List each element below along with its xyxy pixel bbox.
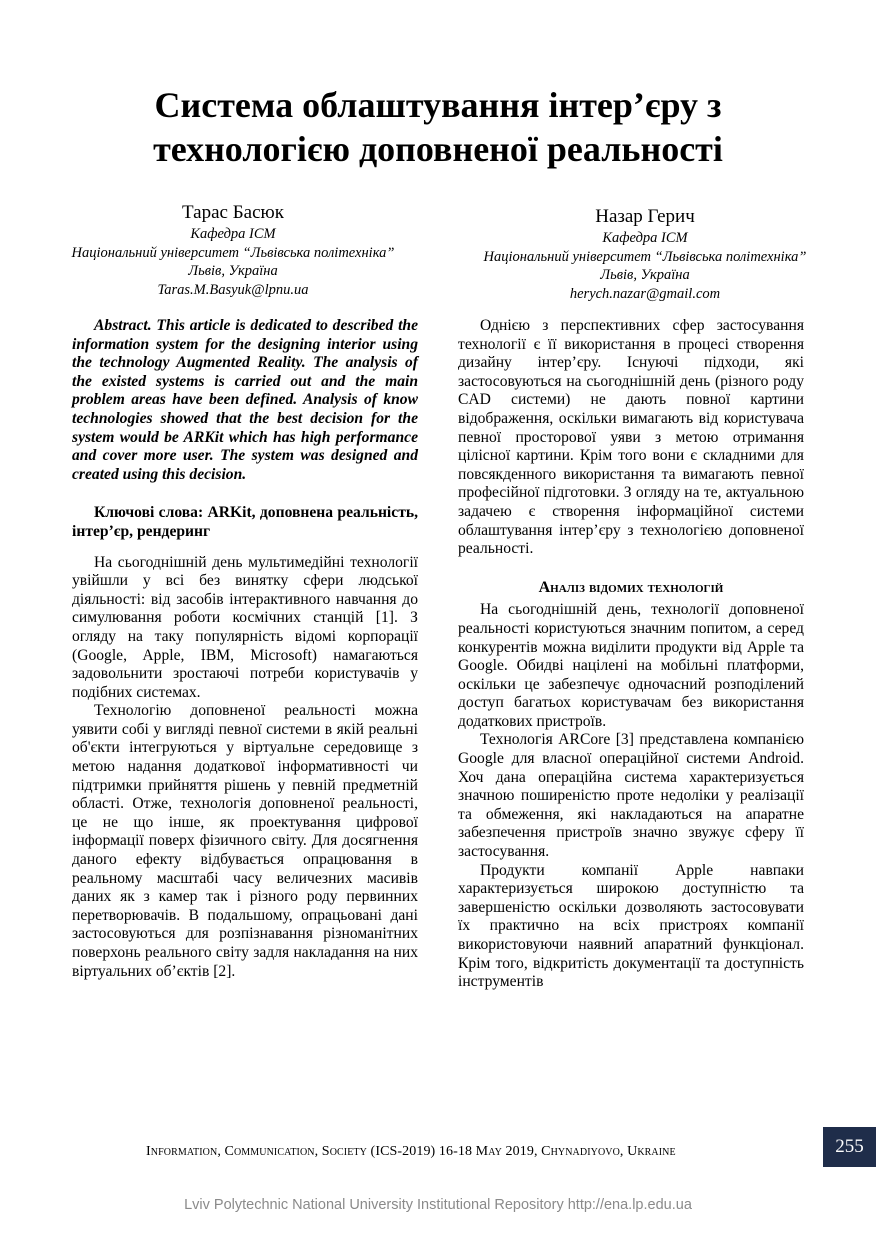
body-paragraph: Технологія ARCore [3] представлена компанією Google для власної операційної системи Android. Хоч дана операційна система характеризується значною поширеністю проте недоліки у реалізації та обмеження, які накладаються на апаратне забезпечення пристроїв значно звужує сферу її застосування. bbox=[458, 731, 804, 861]
section-heading bbox=[458, 579, 804, 598]
page-number-box bbox=[823, 1127, 876, 1167]
repository-watermark[interactable]: Lviv Polytechnic National University Institutional Repository http://ena.lp.edu.ua bbox=[184, 1197, 692, 1213]
body-paragraph: Продукти компанії Apple навпаки характеризується широкою доступністю та завершеністю оскільки дозволяють застосовувати їх практично на всіх пристроях компанії використовуючи наявний апаратний функціонал. Крім того, відкритість документації та доступність інструментів bbox=[458, 861, 804, 991]
body-paragraph: На сьогоднішній день, технології доповненої реальності користуються значним попитом, а серед конкурентів можна виділити продукти від Apple та Google. Обидві націлені на мобільні платформи, оскільки це забезпечує одночасний розподілений доступ багатьох користувачам без використання додаткових пристроїв. bbox=[458, 601, 804, 730]
author-name: Назар Герич bbox=[595, 206, 695, 227]
abstract: Abstract. This article is dedicated to described the information system for the designing interior using the technology Augmented Reality. The analysis of the existed systems is carried out and the main problem areas have been defined. Analysis of know technologies showed that the best decision for the system would be ARKit which has high performance and cover more user. The system was designed and created using this decision. bbox=[72, 317, 418, 483]
author-email[interactable]: Taras.M.Basyuk@lpnu.ua bbox=[157, 281, 309, 298]
author-university: Національний університет “Львівська політехніка” bbox=[71, 244, 395, 261]
right-column bbox=[458, 317, 804, 992]
author-block-1 bbox=[50, 201, 416, 299]
author-department: Кафедра ІСМ bbox=[602, 230, 688, 246]
section-heading-text: Аналіз відомих технологій bbox=[538, 578, 724, 596]
conference-footer bbox=[146, 1144, 676, 1160]
paper-title bbox=[60, 83, 816, 171]
title-line-2: технологією доповненої реальності bbox=[153, 129, 723, 169]
author-block-2 bbox=[462, 205, 828, 303]
author-university: Національний університет “Львівська політехніка” bbox=[483, 248, 807, 265]
keywords: Ключові слова: ARKit, доповнена реальність, інтер’єр, рендеринг bbox=[72, 504, 418, 540]
body-paragraph: Однією з перспективних сфер застосування технології є її використання в процесі створення дизайну інтер’єру. Існуючі підходи, які застосовуються на сьогоднішній день (різного роду CAD системи) не дають повної картини відображення, оскільки вимагають від користувача певної просторової уяви з метою отримання цілісної картини. Крім того вони є складними для повсякденного використання та вимагають певної професійної підготовки. З огляду на те, актуальною задачею є створення інформаційної системи облаштування інтер’єру з технологією доповненої реальності. bbox=[458, 317, 804, 558]
author-name: Тарас Басюк bbox=[182, 202, 284, 223]
body-paragraph: На сьогоднішній день мультимедійні технології увійшли у всі без винятку сфери людської діяльності: від засобів інтерактивного навчання до симулювання роботи космічних станцій [1]. З огляду на таку популярність відомі корпорації (Google, Apple, IBM, Microsoft) намагаються задовольнити зростаючі потреби користувачів у подібних системах. bbox=[72, 553, 418, 701]
author-city: Львів, Україна bbox=[188, 263, 278, 279]
footer-text: Information, Communication, Society (ICS-2019) 16-18 May 2019, Chynadiyovo, Ukraine bbox=[146, 1144, 676, 1159]
author-department: Кафедра ІСМ bbox=[190, 226, 276, 242]
page-number: 255 bbox=[835, 1136, 864, 1157]
left-column bbox=[72, 317, 418, 981]
body-paragraph: Технологію доповненої реальності можна уявити собі у вигляді певної системи в якій реальні об'єкти інтегруються у віртуальне середовище з метою надання додаткової інформативності чи підтримки прийняття рішень у певній предметній області. Отже, технологія доповненої реальності, це не що інше, як проектування цифрової інформації поверх фізичного світу. Для досягнення даного ефекту відбувається опрацювання в реальному масштабі часу величезних масивів даних як з камер так і різного роду первинних перетворювачів. В подальшому, опрацьовані дані застосовуються для розпізнавання різноманітних поверхонь реального світу задля накладання на них віртуальних об’єктів [2]. bbox=[72, 702, 418, 980]
author-email[interactable]: herych.nazar@gmail.com bbox=[569, 285, 721, 302]
title-line-1: Система облаштування інтер’єру з bbox=[154, 85, 722, 125]
author-city: Львів, Україна bbox=[600, 267, 690, 283]
